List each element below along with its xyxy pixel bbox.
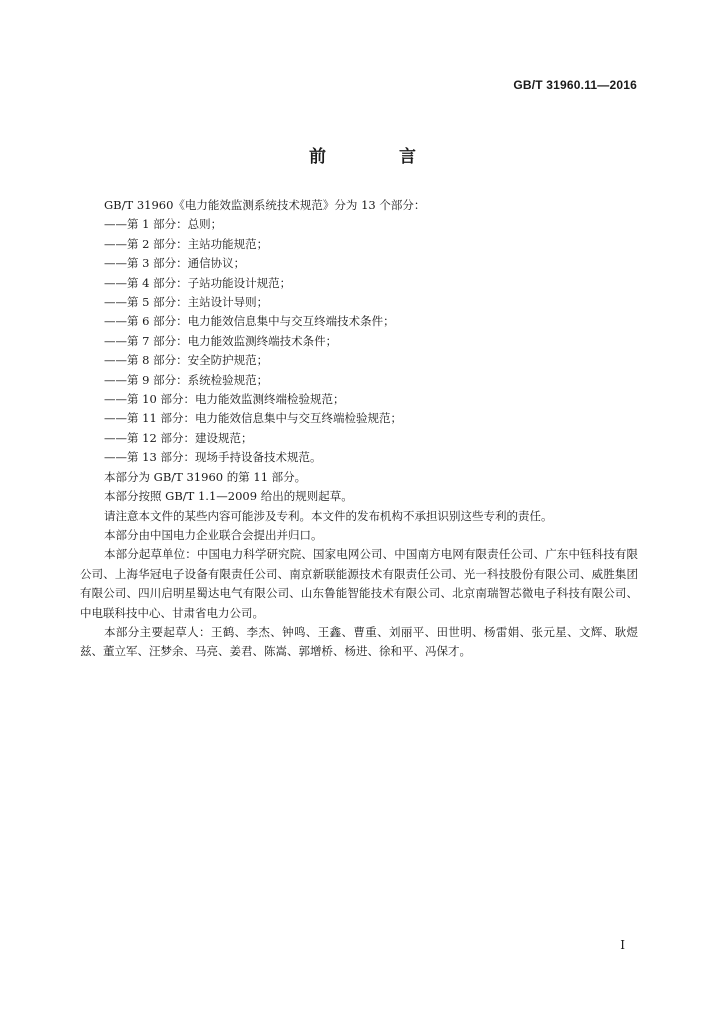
drafters-paragraph: 本部分主要起草人：王鹤、李杰、钟鸣、王鑫、曹重、刘丽平、田世明、杨雷娟、张元星、文辉、耿煜兹、董立军、汪梦余、马亮、姜君、陈嵩、郭增桥、杨进、徐和平、冯保才。 — [80, 624, 638, 659]
list-item: ——第 13 部分：现场手持设备技术规范。 — [104, 450, 322, 465]
list-item: ——第 11 部分：电力能效信息集中与交互终端检验规范； — [104, 411, 402, 426]
list-item: ——第 7 部分：电力能效监测终端技术条件； — [104, 333, 338, 348]
page-title: 前 言 — [309, 147, 444, 167]
parts-list — [80, 215, 638, 467]
list-item: ——第 12 部分：建设规范； — [104, 430, 253, 445]
list-item: ——第 9 部分：系统检验规范； — [104, 372, 269, 387]
list-item: ——第 6 部分：电力能效信息集中与交互终端技术条件； — [104, 314, 395, 329]
list-item: ——第 2 部分：主站功能规范； — [104, 236, 269, 251]
drafting-rules-paragraph: 本部分按照 GB/T 1.1—2009 给出的规则起草。 — [104, 489, 353, 504]
list-item: ——第 8 部分：安全防护规范； — [104, 353, 269, 368]
page-number: I — [620, 938, 625, 952]
this-part-paragraph: 本部分为 GB/T 31960 的第 11 部分。 — [104, 469, 307, 484]
drafting-units-paragraph: 本部分起草单位：中国电力科学研究院、国家电网公司、中国南方电网有限责任公司、广东中钰科技有限公司、上海华冠电子设备有限责任公司、南京新联能源技术有限责任公司、光一科技股份有限公司、威胜集团有限公司、四川启明星蜀达电气有限公司、山东鲁能智能技术有限公司、北京南瑞智芯微电子科技有限公司、中电联科技中心、甘肃省电力公司。 — [80, 547, 638, 620]
standard-number: GB/T 31960.11—2016 — [513, 78, 637, 92]
list-item: ——第 10 部分：电力能效监测终端检验规范； — [104, 392, 345, 407]
proposed-by-paragraph: 本部分由中国电力企业联合会提出并归口。 — [104, 527, 323, 542]
foreword-body — [80, 196, 638, 662]
patent-notice-paragraph: 请注意本文件的某些内容可能涉及专利。本文件的发布机构不承担识别这些专利的责任。 — [104, 508, 553, 523]
list-item: ——第 1 部分：总则； — [104, 217, 223, 232]
list-item: ——第 4 部分：子站功能设计规范； — [104, 275, 292, 290]
list-item: ——第 3 部分：通信协议； — [104, 256, 246, 271]
intro-paragraph: GB/T 31960《电力能效监测系统技术规范》分为 13 个部分： — [104, 198, 426, 212]
list-item: ——第 5 部分：主站设计导则； — [104, 295, 269, 310]
